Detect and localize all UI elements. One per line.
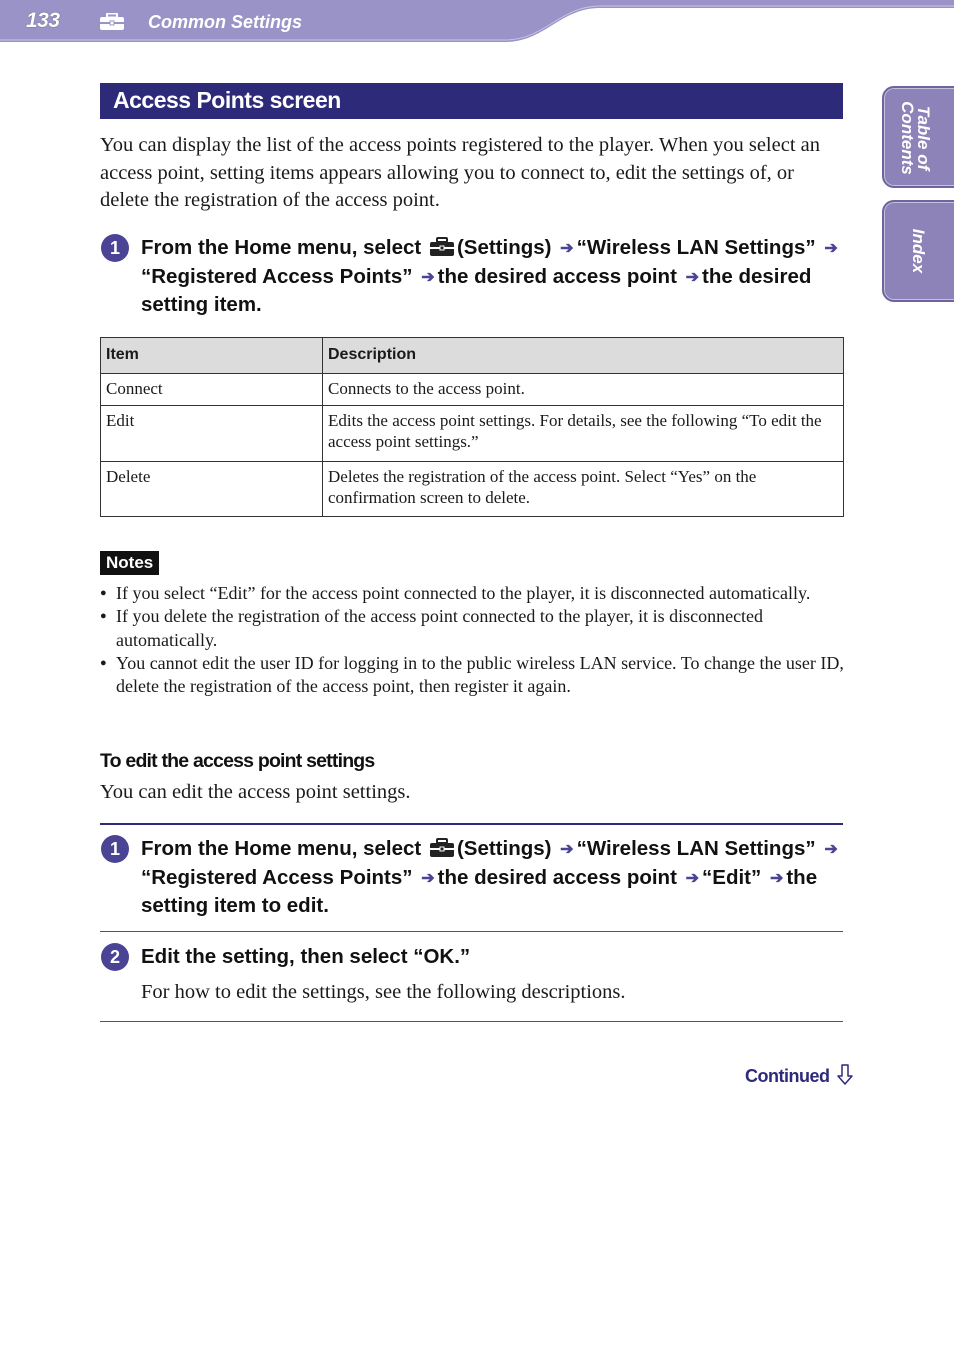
edit-step-2-text: Edit the setting, then select “OK.” [141,945,471,968]
continued-label: Continued [745,1066,830,1086]
table-header-row [101,338,844,374]
arrow-icon: ➔ [421,268,435,286]
step-1-text [141,234,846,319]
table-cell-description: Deletes the registration of the access point. Select “Yes” on the confirmation screen to delete. [323,462,844,517]
table-header-description: Description [323,338,844,374]
table-cell-item: Connect [101,374,323,406]
edit-step-2-detail: For how to edit the settings, see the following descriptions. [141,981,626,1003]
header-band [0,0,954,42]
note-item: ● If you select “Edit” for the access point connected to the player, it is disconnected automatically. [100,582,845,605]
step-1-part-2: (Settings) [456,236,552,259]
arrow-icon: ➔ [685,869,700,887]
settings-toolbox-icon [429,237,455,257]
toolbox-icon [99,13,125,31]
divider [100,823,843,825]
arrow-icon: ➔ [560,841,574,858]
arrow-icon: ➔ [685,268,700,286]
tab-index[interactable] [882,200,954,302]
notes-list [100,582,845,698]
table-cell-item: Delete [101,462,323,517]
arrow-icon: ➔ [769,869,784,887]
tab-table-of-contents[interactable] [882,86,954,188]
tab-index-label: Index [909,228,928,274]
note-item: ● If you delete the registration of the access point connected to the player, it is disconnected automatically. [100,605,845,652]
down-arrow-icon [836,1064,854,1086]
arrow-icon: ➔ [824,841,838,858]
step-1-part-5: the desired access point [437,264,677,288]
edit-step-2-badge: 2 [101,943,129,971]
step-1-badge: 1 [101,234,129,262]
table-row [101,406,844,462]
tab-toc-label: Table of Contents [898,101,933,175]
page-number: 133 [26,9,60,32]
note-item: ● You cannot edit the user ID for logging in to the public wireless LAN service. To change the user ID, delete the registration of the access point, then register it again. [100,652,845,699]
edit-step-1-part-1: From the Home menu, select [141,837,422,860]
edit-step-1-part-3: “Wireless LAN Settings” [576,837,816,860]
edit-step-1-part-2: (Settings) [456,837,552,860]
step-1-part-1: From the Home menu, select [141,236,422,259]
settings-toolbox-icon [429,838,455,858]
step-1-part-6: the desired setting item. [141,264,812,316]
step-1-part-3: “Wireless LAN Settings” [576,236,816,259]
step-1-part-4: “Registered Access Points” [141,264,413,288]
notes-badge: Notes [100,551,159,575]
arrow-icon: ➔ [560,240,574,257]
access-point-items-table [100,337,844,517]
table-header-item: Item [101,338,323,374]
arrow-icon: ➔ [421,869,435,887]
divider [100,931,843,932]
arrow-icon: ➔ [824,240,838,257]
page-title: Access Points screen [113,87,341,113]
table-cell-description: Connects to the access point. [323,374,844,406]
edit-settings-text: You can edit the access point settings. [100,781,411,803]
edit-step-1-part-4: “Registered Access Points” [141,865,413,889]
edit-settings-heading: To edit the access point settings [100,750,375,772]
edit-step-1-part-7: the setting item to edit. [141,865,818,917]
table-cell-description: Edits the access point settings. For details, see the following “To edit the access point settings.” [323,406,844,462]
edit-step-1-badge: 1 [101,835,129,863]
edit-step-1-part-5: the desired access point [437,865,677,889]
section-title: Common Settings [148,12,303,32]
divider [100,1021,843,1022]
intro-paragraph: You can display the list of the access points registered to the player. When you select an access point, setting items appears allowing you to connect to, edit the settings of, or delete the registration of the access point. [100,134,820,211]
edit-step-1-text [141,835,846,920]
continued-link[interactable] [745,1064,854,1087]
table-row [101,374,844,406]
table-cell-item: Edit [101,406,323,462]
table-row [101,462,844,517]
title-bar [100,83,843,119]
edit-step-1-part-6: “Edit” [702,865,762,889]
